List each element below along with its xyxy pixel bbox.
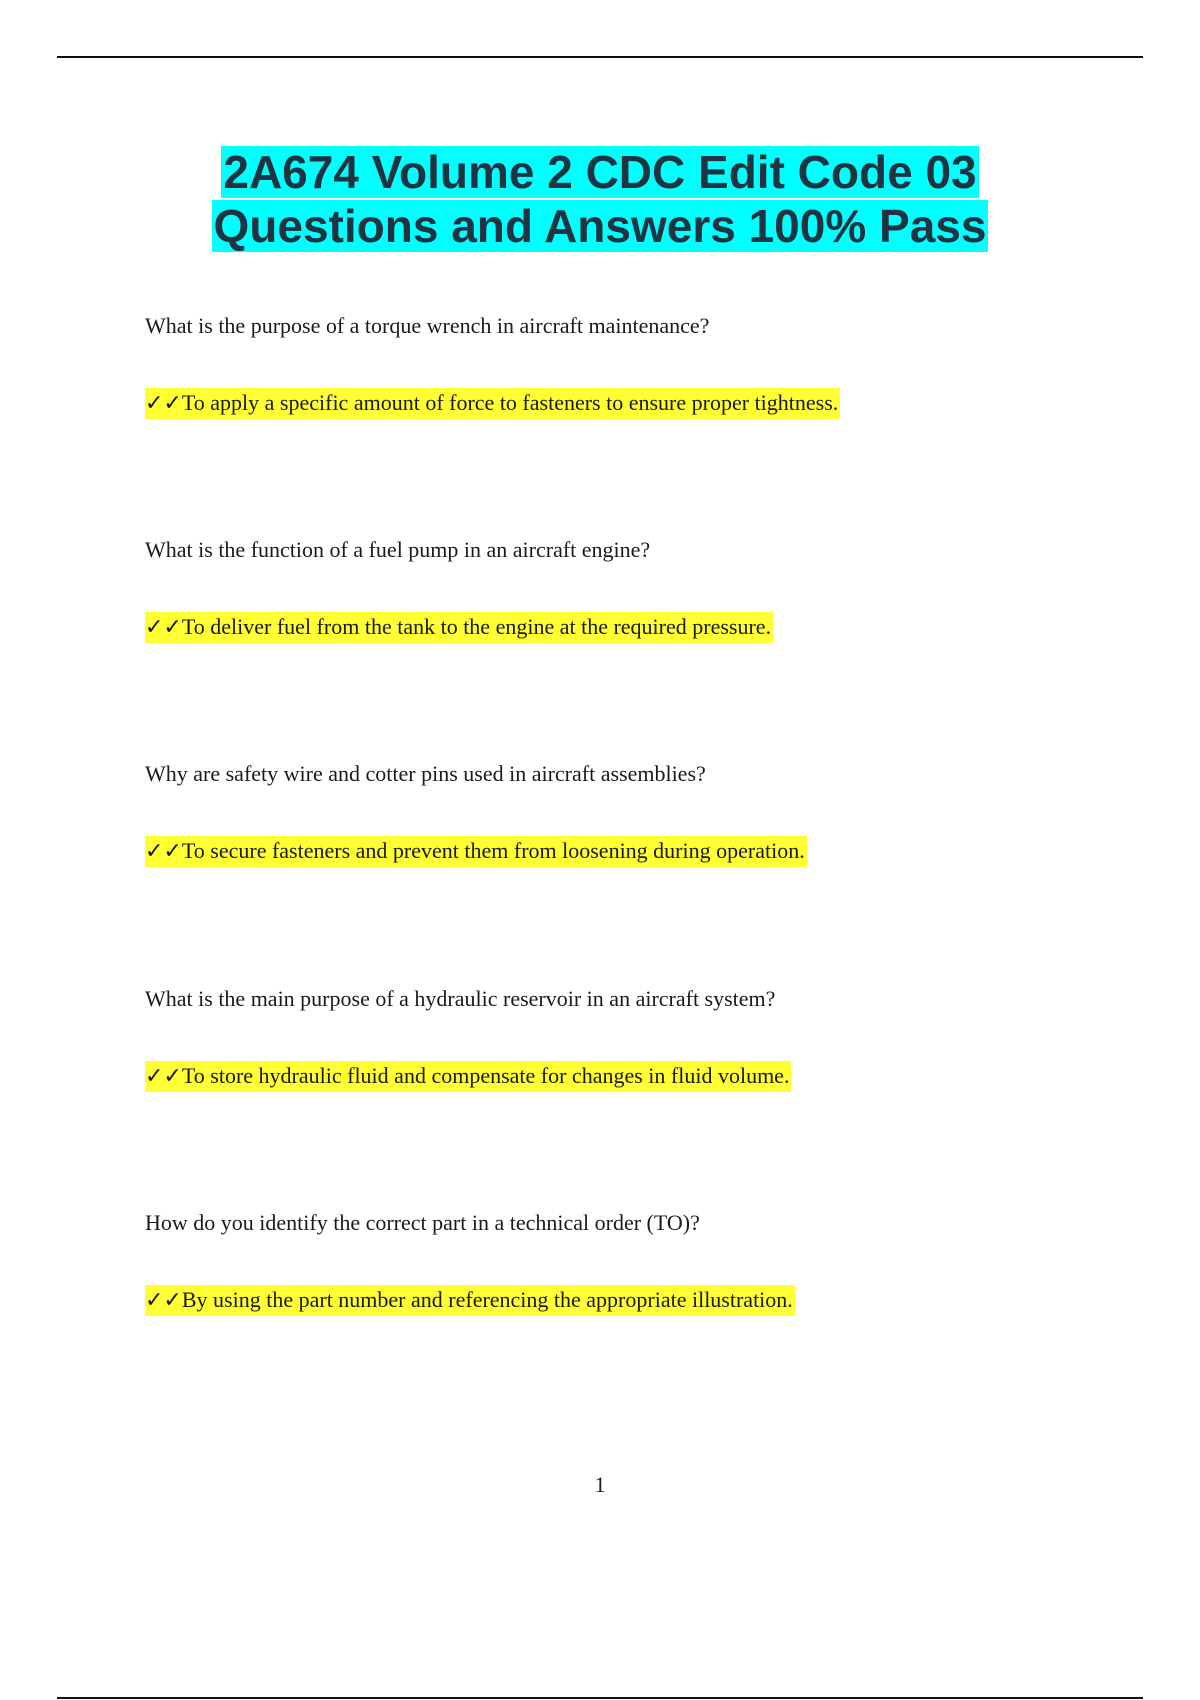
page-number: 1	[594, 1472, 606, 1497]
checkmark-icon: ✓✓	[145, 839, 182, 864]
checkmark-icon: ✓✓	[145, 615, 182, 640]
qa-item-3	[145, 760, 1105, 864]
answer-highlight	[145, 388, 840, 419]
question-text: Why are safety wire and cotter pins used in aircraft assemblies?	[145, 761, 706, 786]
top-rule	[57, 56, 1143, 58]
title-line-2: Questions and Answers 100% Pass	[213, 200, 987, 252]
checkmark-icon: ✓✓	[145, 391, 182, 416]
bottom-rule	[57, 1697, 1143, 1699]
question-text: How do you identify the correct part in a technical order (TO)?	[145, 1210, 700, 1235]
answer-highlight	[145, 836, 807, 867]
answer-highlight	[145, 612, 773, 643]
answer-highlight	[145, 1285, 795, 1316]
title-line-1: 2A674 Volume 2 CDC Edit Code 03	[223, 146, 977, 198]
qa-item-5	[145, 1209, 1105, 1313]
answer-text: By using the part number and referencing the appropriate illustration.	[181, 1287, 793, 1312]
answer-text: To secure fasteners and prevent them from loosening during operation.	[181, 838, 805, 863]
answer-text: To apply a specific amount of force to fasteners to ensure proper tightness.	[181, 390, 839, 415]
document-title	[0, 145, 1200, 253]
checkmark-icon: ✓✓	[145, 1064, 182, 1089]
question-text: What is the main purpose of a hydraulic reservoir in an aircraft system?	[145, 986, 776, 1011]
question-text: What is the purpose of a torque wrench in aircraft maintenance?	[145, 313, 710, 338]
answer-text: To store hydraulic fluid and compensate for changes in fluid volume.	[181, 1063, 790, 1088]
answer-highlight	[145, 1061, 791, 1092]
qa-item-2	[145, 536, 1105, 640]
answer-text: To deliver fuel from the tank to the engine at the required pressure.	[181, 614, 772, 639]
checkmark-icon: ✓✓	[145, 1288, 182, 1313]
question-text: What is the function of a fuel pump in an aircraft engine?	[145, 537, 651, 562]
qa-item-1	[145, 312, 1105, 416]
qa-item-4	[145, 985, 1105, 1089]
